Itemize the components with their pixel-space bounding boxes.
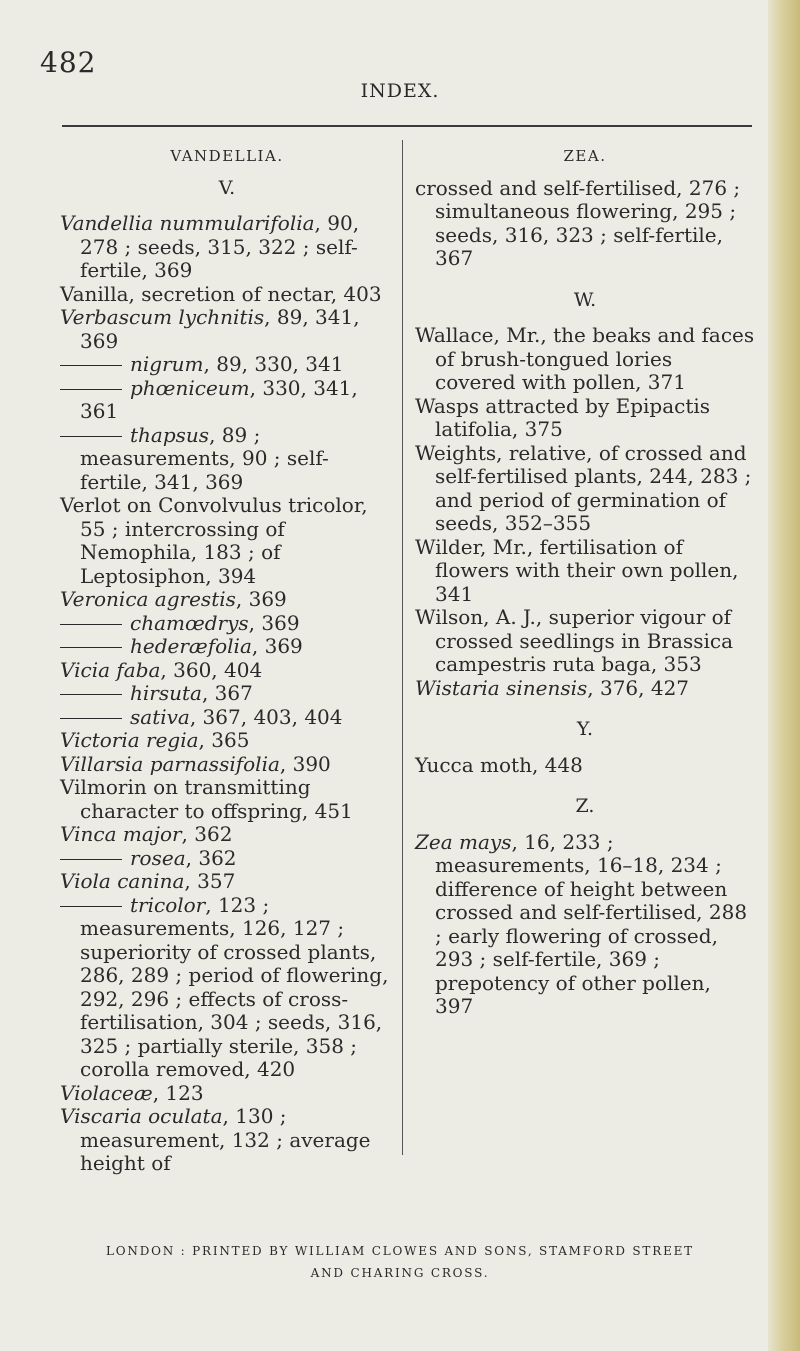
index-term: Victoria regia bbox=[60, 728, 199, 752]
index-references: , 89, 330, 341 bbox=[203, 352, 344, 376]
index-entry bbox=[60, 894, 394, 1082]
index-references: , 367 bbox=[201, 681, 253, 705]
index-references: Yucca moth, 448 bbox=[415, 752, 583, 777]
section-letter: Y. bbox=[576, 718, 594, 740]
index-references: , 362 bbox=[185, 845, 237, 870]
index-term: Villarsia parnassifolia bbox=[60, 751, 280, 776]
index-term: chamœdrys bbox=[130, 610, 249, 635]
ditto-dash bbox=[60, 906, 122, 907]
index-references: , 365 bbox=[198, 728, 250, 752]
ditto-dash bbox=[60, 718, 122, 719]
index-references: , 16, 233 ; measurements, 16–18, 234 ; difference of height between crossed and self-fertilised, 288 ; early flowering of crossed, 293 ; self-fertile, 369 ; prepotency of other pollen, 397 bbox=[435, 829, 748, 1018]
index-term: Verbascum lychnitis bbox=[60, 305, 265, 329]
index-references: Wasps attracted by Epipactis latifolia, 375 bbox=[415, 393, 711, 441]
index-term: nigrum bbox=[130, 352, 204, 376]
page-edge bbox=[768, 0, 800, 1351]
section-letter: W. bbox=[573, 288, 597, 311]
index-references: , 123 bbox=[152, 1080, 204, 1105]
index-references: Wilder, Mr., fertilisation of flowers with their own pollen, 341 bbox=[415, 534, 739, 606]
index-term: Vinca major bbox=[60, 822, 182, 846]
section-letter: Z. bbox=[575, 795, 595, 817]
index-references: , 369 bbox=[251, 634, 303, 658]
index-entry bbox=[415, 536, 755, 607]
index-term: tricolor bbox=[130, 892, 206, 917]
index-entry bbox=[415, 677, 755, 701]
index-term: sativa bbox=[130, 704, 190, 729]
index-term: Vandellia nummularifolia bbox=[60, 211, 315, 235]
index-entry bbox=[60, 283, 394, 307]
ditto-dash bbox=[60, 694, 122, 695]
section-letter-v: V. bbox=[218, 176, 236, 199]
header-rule bbox=[62, 125, 752, 127]
index-entry bbox=[60, 847, 394, 871]
index-entry bbox=[415, 754, 755, 778]
index-entry bbox=[60, 306, 394, 353]
index-references: , 330, 341, 361 bbox=[80, 375, 358, 423]
index-term: Vicia faba bbox=[60, 657, 161, 682]
page-number: 482 bbox=[40, 46, 97, 79]
imprint-line-2: AND CHARING CROSS. bbox=[310, 1266, 490, 1280]
index-term: thapsus bbox=[130, 422, 210, 447]
index-entry bbox=[60, 1105, 394, 1176]
index-entry bbox=[60, 377, 394, 424]
index-references: , 362 bbox=[181, 822, 233, 846]
index-references: , 90, 278 ; seeds, 315, 322 ; self-fertile, 369 bbox=[80, 211, 360, 282]
running-head-right: ZEA. bbox=[563, 147, 607, 165]
index-entry bbox=[60, 424, 394, 495]
index-entry bbox=[60, 729, 394, 753]
index-entry bbox=[60, 635, 394, 659]
index-term: rosea bbox=[130, 845, 186, 870]
index-references: , 123 ; measurements, 126, 127 ; superiority of crossed plants, 286, 289 ; period of flowering, 292, 296 ; effects of cross-fertilisation, 304 ; seeds, 316, 325 ; partially sterile, 358 ; corolla removed, 420 bbox=[80, 892, 389, 1081]
index-entry bbox=[60, 659, 394, 683]
index-entry bbox=[60, 706, 394, 730]
index-entry bbox=[60, 212, 394, 283]
index-term: hirsuta bbox=[130, 681, 202, 705]
index-references: , 89, 341, 369 bbox=[80, 305, 360, 353]
index-references: , 376, 427 bbox=[587, 675, 690, 700]
left-column bbox=[60, 135, 394, 1176]
index-term: Viola canina bbox=[60, 869, 185, 893]
imprint-line-1: LONDON : PRINTED BY WILLIAM CLOWES AND SONS, STAMFORD STREET bbox=[106, 1244, 694, 1258]
index-entry bbox=[60, 776, 394, 823]
index-references: Wallace, Mr., the beaks and faces of brush-tongued lories covered with pollen, 371 bbox=[415, 323, 755, 394]
index-references: , 369 bbox=[235, 587, 287, 611]
index-references: , 357 bbox=[184, 869, 236, 893]
page-title: INDEX. bbox=[360, 80, 440, 102]
right-section-list bbox=[415, 289, 755, 1019]
running-head-left: VANDELLIA. bbox=[170, 147, 284, 165]
index-entry bbox=[60, 870, 394, 894]
ditto-dash bbox=[60, 389, 122, 390]
column-divider bbox=[402, 140, 403, 1155]
index-references: Verlot on Convolvulus tricolor, 55 ; intercrossing of Nemophila, 183 ; of Leptosiphon, 394 bbox=[60, 493, 368, 588]
index-references: Wilson, A. J., superior vigour of crossed seedlings in Brassica campestris ruta baga, 353 bbox=[415, 605, 734, 676]
index-references: , 367, 403, 404 bbox=[189, 704, 343, 729]
index-entry bbox=[60, 753, 394, 777]
index-entry bbox=[60, 612, 394, 636]
right-column bbox=[415, 135, 755, 1019]
ditto-dash bbox=[60, 436, 122, 437]
index-term: Veronica agrestis bbox=[60, 587, 236, 611]
printer-imprint bbox=[0, 1240, 800, 1284]
index-entry bbox=[415, 324, 755, 395]
index-entry bbox=[415, 395, 755, 442]
index-term: Zea mays bbox=[415, 829, 512, 854]
ditto-dash bbox=[60, 859, 122, 860]
left-entry-list bbox=[60, 212, 394, 1176]
index-entry bbox=[60, 682, 394, 706]
index-entry bbox=[60, 1082, 394, 1106]
index-entry bbox=[415, 606, 755, 677]
continuation-entry: crossed and self-fertilised, 276 ; simultaneous flowering, 295 ; seeds, 316, 323 ; self-fertile, 367 bbox=[415, 175, 741, 270]
index-entry bbox=[60, 588, 394, 612]
index-term: Violaceæ bbox=[60, 1080, 153, 1105]
index-references: , 360, 404 bbox=[160, 657, 263, 682]
index-term: hederæfolia bbox=[130, 634, 252, 658]
index-references: Vanilla, secretion of nectar, 403 bbox=[60, 281, 382, 306]
index-term: Wistaria sinensis bbox=[415, 675, 588, 700]
ditto-dash bbox=[60, 624, 122, 625]
index-entry bbox=[60, 353, 394, 377]
index-references: , 369 bbox=[248, 610, 300, 635]
ditto-dash bbox=[60, 647, 122, 648]
index-entry bbox=[60, 823, 394, 847]
index-references: , 390 bbox=[279, 751, 331, 776]
index-references: Vilmorin on transmitting character to offspring, 451 bbox=[60, 775, 353, 823]
index-references: , 89 ; measurements, 90 ; self-fertile, 341, 369 bbox=[80, 422, 329, 494]
index-entry bbox=[415, 442, 755, 536]
index-entry bbox=[60, 494, 394, 588]
index-references: , 130 ; measurement, 132 ; average height of bbox=[80, 1104, 371, 1175]
index-references: Weights, relative, of crossed and self-fertilised plants, 244, 283 ; and period of germination of seeds, 352–355 bbox=[415, 440, 752, 535]
index-entry bbox=[415, 831, 755, 1019]
index-term: phœniceum bbox=[130, 375, 250, 400]
ditto-dash bbox=[60, 365, 122, 366]
index-term: Viscaria oculata bbox=[60, 1104, 223, 1128]
